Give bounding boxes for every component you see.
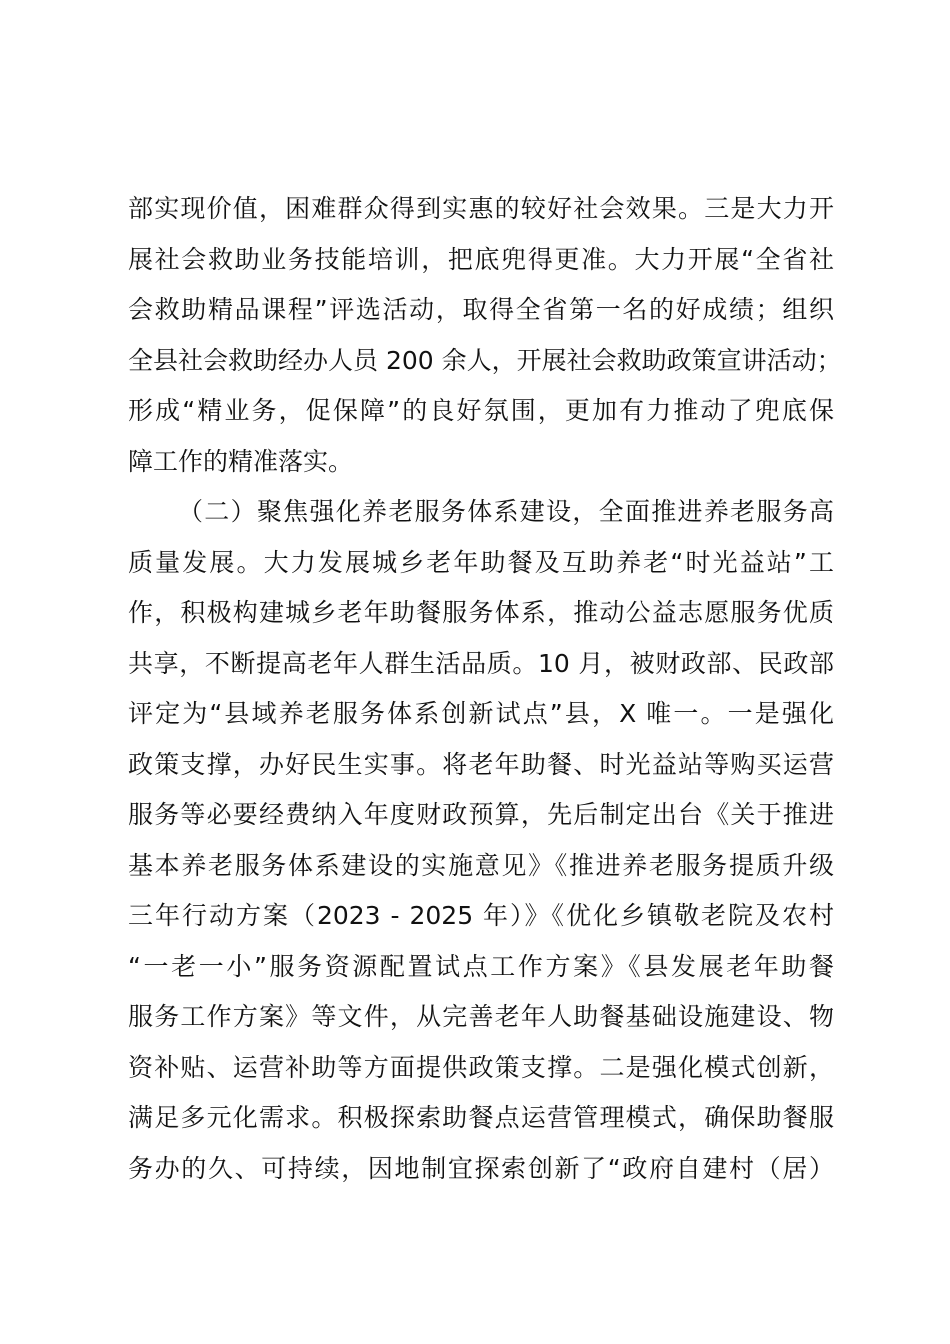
text-line-1: 部实现价值，困难群众得到实惠的较好社会效果。三是大力开 (128, 194, 834, 223)
text-line-15: 三年行动方案（2023 - 2025 年）》《优化乡镇敬老院及农村 (128, 901, 834, 930)
text-line-3: 会救助精品课程”评选活动，取得全省第一名的好成绩；组织 (128, 295, 834, 324)
text-line-5: 形成“精业务，促保障”的良好氛围，更加有力推动了兜底保 (128, 396, 834, 425)
text-line-19: 满足多元化需求。积极探索助餐点运营管理模式，确保助餐服 (128, 1103, 834, 1132)
text-line-14: 基本养老服务体系建设的实施意见》《推进养老服务提质升级 (128, 850, 834, 880)
text-line-10: 共享，不断提高老年人群生活品质。10 月，被财政部、民政部 (128, 648, 834, 678)
text-line-18: 资补贴、运营补助等方面提供政策支撑。二是强化模式创新， (128, 1052, 834, 1082)
text-line-4: 全县社会救助经办人员 200 余人，开展社会救助政策宣讲活动； (128, 345, 842, 375)
text-line-20: 务办的久、可持续，因地制宜探索创新了“政府自建村（居） (128, 1153, 834, 1183)
text-line-12: 政策支撑，办好民生实事。将老年助餐、时光益站等购买运营 (128, 749, 834, 779)
text-line-13: 服务等必要经费纳入年度财政预算，先后制定出台《关于推进 (128, 800, 834, 829)
text-line-9: 作，积极构建城乡老年助餐服务体系，推动公益志愿服务优质 (128, 598, 834, 627)
text-line-8: 质量发展。大力发展城乡老年助餐及互助养老“时光益站”工 (128, 547, 834, 577)
text-line-11: 评定为“县域养老服务体系创新试点”县，X 唯一。一是强化 (128, 699, 834, 728)
text-line-16: “一老一小”服务资源配置试点工作方案》《县发展老年助餐 (128, 951, 834, 981)
text-line-2: 展社会救助业务技能培训，把底兜得更准。大力开展“全省社 (128, 244, 834, 274)
text-line-6: 障工作的精准落实。 (128, 446, 354, 476)
document-body (128, 184, 842, 1194)
section-heading-line: （二）聚焦强化养老服务体系建设，全面推进养老服务高 (178, 497, 834, 526)
text-line-17: 服务工作方案》等文件，从完善老年人助餐基础设施建设、物 (128, 1002, 834, 1031)
